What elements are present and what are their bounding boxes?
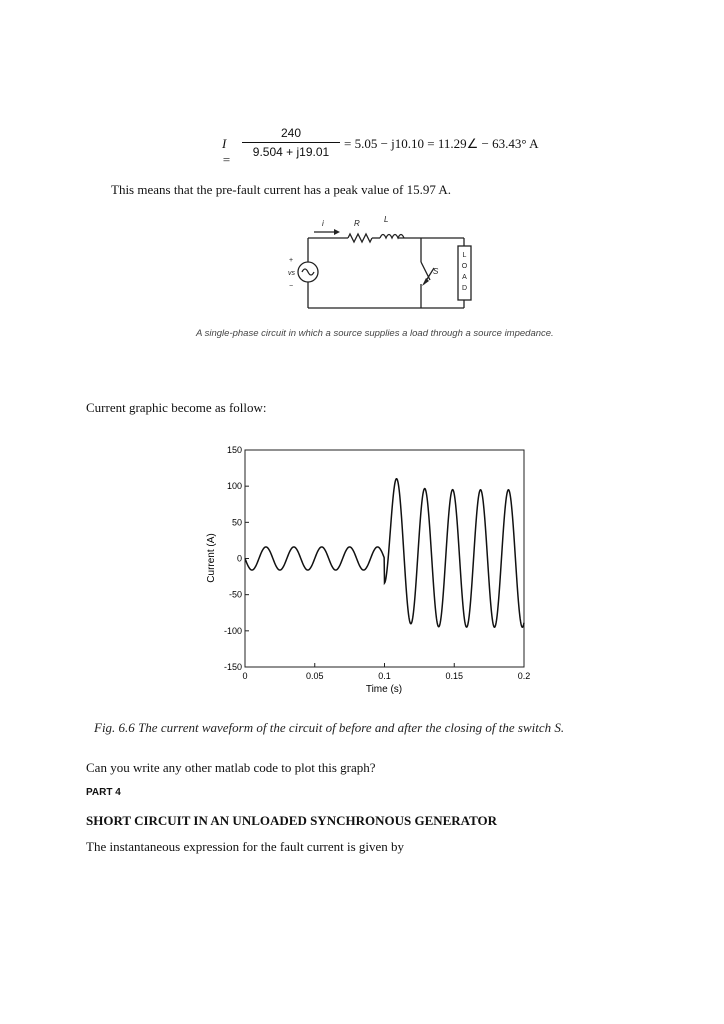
equation-rhs: = 5.05 − j10.10 = 11.29∠ − 63.43° A [344,136,539,151]
equation-lhs: I = [222,136,231,167]
y-tick-label: 50 [231,517,242,528]
question-text: Can you write any other matlab code to plot this graph? [86,760,376,775]
y-axis-label: Current (A) [206,533,217,583]
current-waveform-chart [200,440,540,698]
figure-number: Fig. 6.6 [94,720,135,735]
x-tick-label: 0.1 [378,671,391,681]
y-tick-label: -150 [223,662,242,672]
x-tick-label: 0.2 [517,671,531,681]
circuit-diagram [280,212,485,314]
y-tick-label: -100 [223,625,242,636]
current-label: i [322,219,324,228]
intro-text: Current graphic become as follow: [86,400,267,415]
load-letter: O [461,263,468,270]
closing-text: The instantaneous expression for the fault current is given by [86,839,405,854]
equation-denominator: 9.504 + j19.01 [252,145,330,159]
y-tick-label: 150 [226,445,242,455]
load-letter: D [461,285,468,292]
resistor-symbol [348,234,372,242]
y-tick-label: 0 [236,553,242,564]
equation-numerator: 240 [242,126,340,143]
source-label: vs [288,270,295,277]
load-letter: L [462,252,467,259]
part-label: PART 4 [86,787,121,798]
peak-current-text: This means that the pre-fault current has a peak value of 15.97 A. [111,182,452,197]
source-minus-label: − [289,283,294,290]
figure-caption-text: The current waveform of the circuit of before and after the closing of the switch S. [138,720,565,735]
y-tick-label: 100 [226,481,242,492]
switch-label: S [433,267,439,276]
circuit-caption: A single-phase circuit in which a source supplies a load through a source impedance. [196,328,554,339]
source-plus-label: + [289,257,294,264]
figure-caption [94,720,564,736]
equation-fraction [242,126,340,159]
resistor-label: R [354,219,360,228]
x-axis-label: Time (s) [365,684,403,695]
inductor-label: L [384,215,389,224]
x-tick-label: 0.15 [445,671,464,681]
load-letter: A [462,274,467,281]
y-tick-label: -50 [228,589,242,600]
x-tick-label: 0.05 [305,671,324,681]
section-heading: SHORT CIRCUIT IN AN UNLOADED SYNCHRONOUS GENERATOR [86,813,498,828]
x-tick-label: 0 [242,671,248,681]
